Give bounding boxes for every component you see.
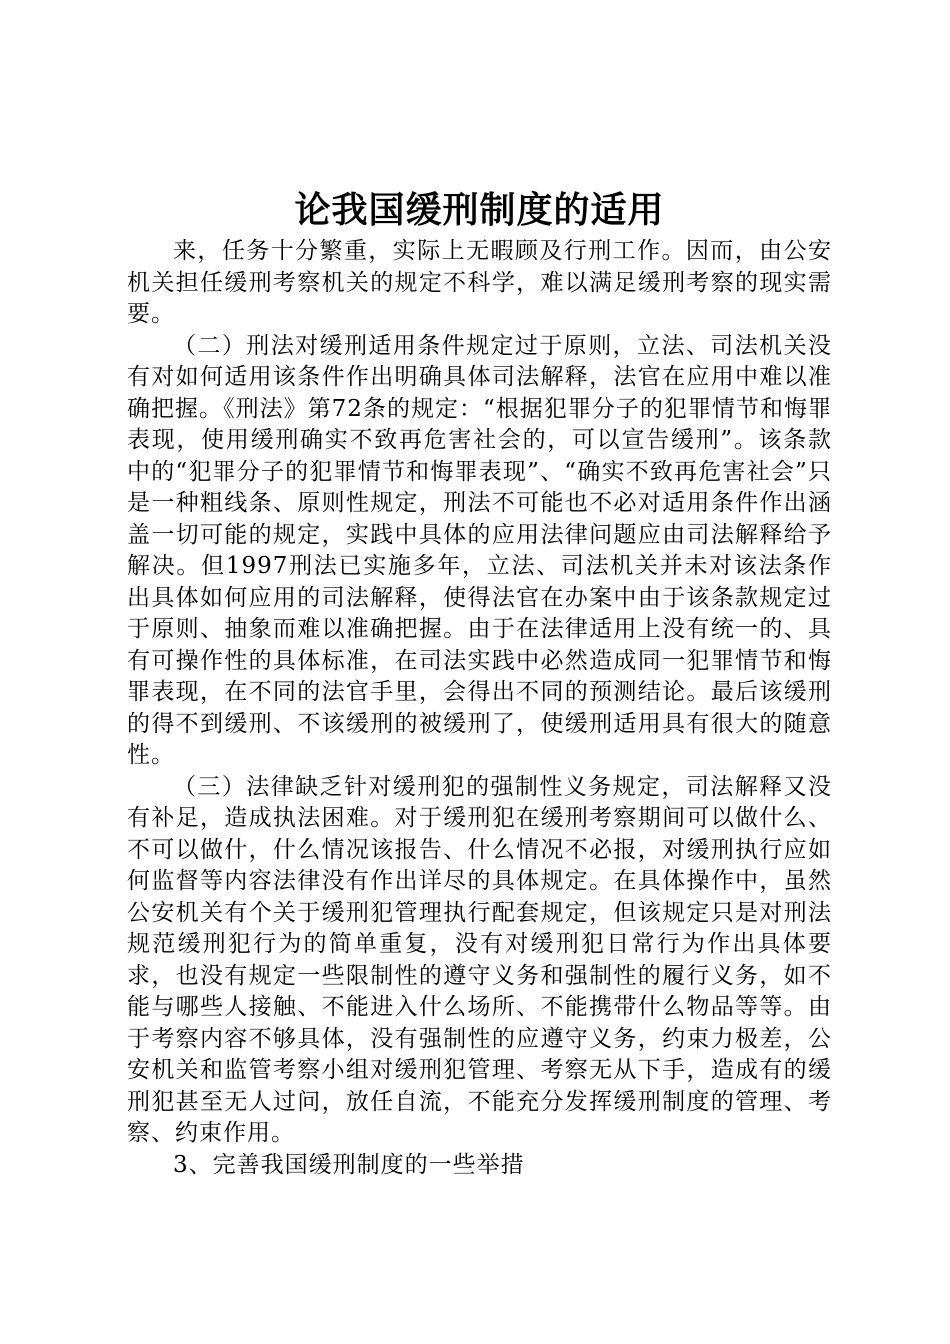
- paragraph-2: （二）刑法对缓刑适用条件规定过于原则，立法、司法机关没有对如何适用该条件作出明确具体司法解释，法官在应用中难以准确把握。《刑法》第72条的规定：“根据犯罪分子的犯罪情节和悔罪表现，使用缓刑确实不致再危害社会的，可以宣告缓刑”。该条款中的“犯罪分子的犯罪情节和悔罪表现”、“确实不致再危害社会”只是一种粗线条、原则性规定，刑法不可能也不必对适用条件作出涵盖一切可能的规定，实践中具体的应用法律问题应由司法解释给予解决。但1997刑法已实施多年，立法、司法机关并未对该法条作出具体如何应用的司法解释，使得法官在办案中由于该条款规定过于原则、抽象而难以准确把握。由于在法律适用上没有统一的、具有可操作性的具体标准，在司法实践中必然造成同一犯罪情节和悔罪表现，在不同的法官手里，会得出不同的预测结论。最后该缓刑的得不到缓刑、不该缓刑的被缓刑了，使缓刑适用具有很大的随意性。: [127, 332, 832, 768]
- paragraph-1: 来，任务十分繁重，实际上无暇顾及行刑工作。因而，由公安机关担任缓刑考察机关的规定不科学，难以满足缓刑考察的现实需要。: [127, 238, 832, 327]
- document-title: 论我国缓刑制度的适用: [294, 190, 665, 231]
- document-body: [127, 236, 832, 1181]
- paragraph-3: （三）法律缺乏针对缓刑犯的强制性义务规定，司法解释又没有补足，造成执法困难。对于缓刑犯在缓刑考察期间可以做什么、不可以做什，什么情况该报告、什么情况不必报，对缓刑执行应如何监督等内容法律没有作出详尽的具体规定。在具体操作中，虽然公安机关有个关于缓刑犯管理执行配套规定，但该规定只是对刑法规范缓刑犯行为的简单重复，没有对缓刑犯日常行为作出具体要求，也没有规定一些限制性的遵守义务和强制性的履行义务，如不能与哪些人接触、不能进入什么场所、不能携带什么物品等等。由于考察内容不够具体，没有强制性的应遵守义务，约束力极差，公安机关和监管考察小组对缓刑犯管理、考察无从下手，造成有的缓刑犯甚至无人过问，放任自流，不能充分发挥缓刑制度的管理、考察、约束作用。: [127, 773, 832, 1146]
- section-heading: 3、完善我国缓刑制度的一些举措: [173, 1151, 525, 1178]
